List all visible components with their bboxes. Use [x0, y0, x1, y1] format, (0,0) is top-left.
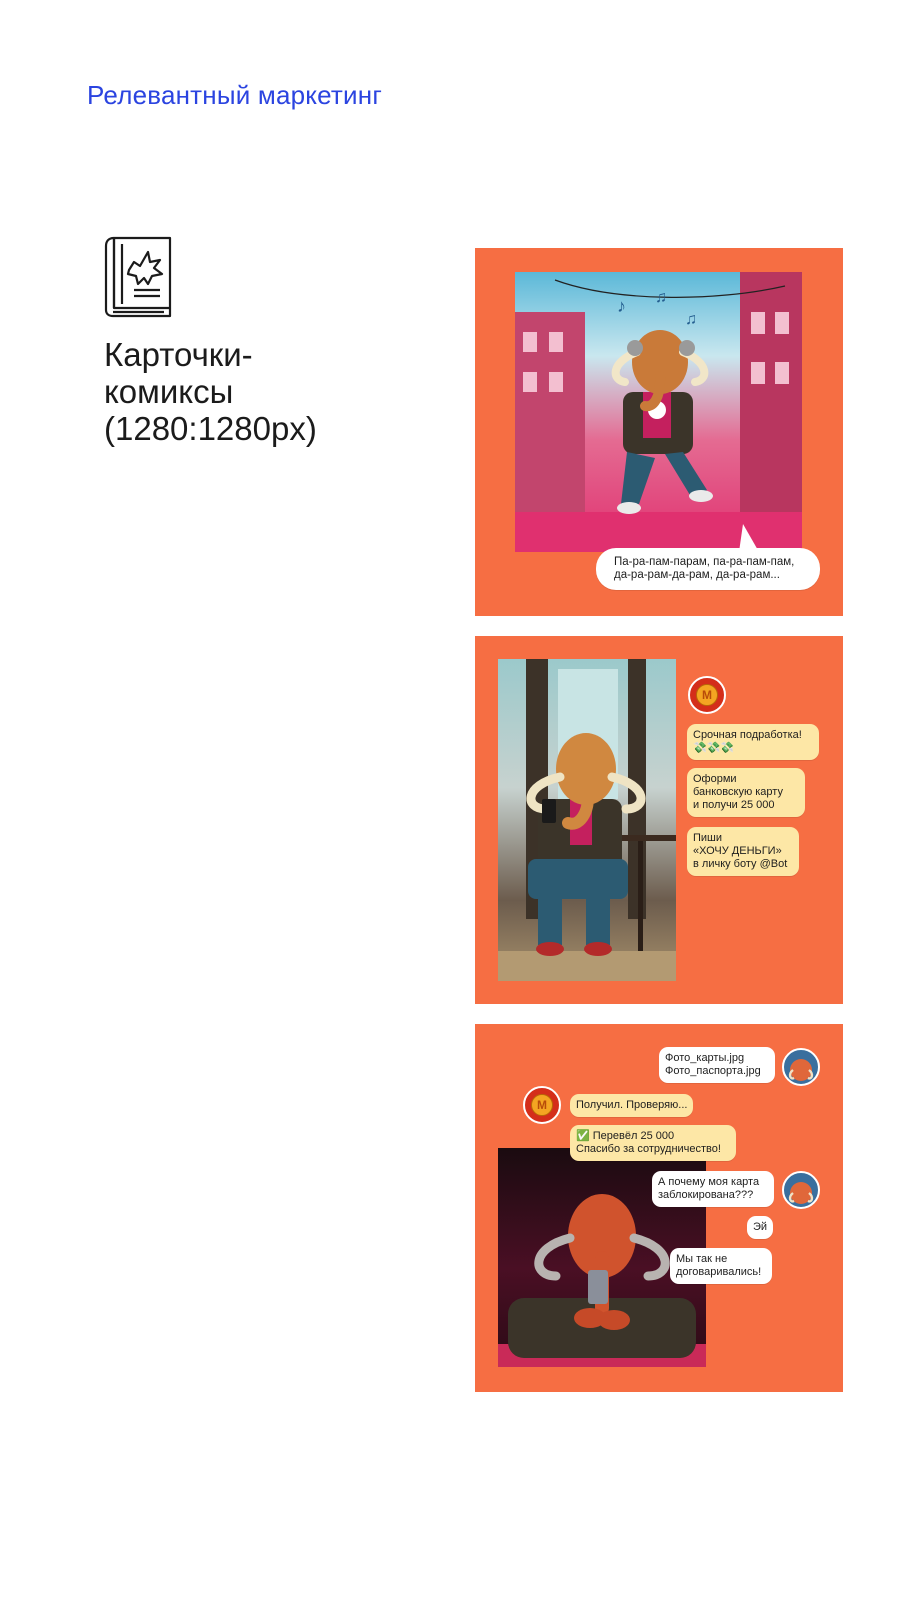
page-heading: Релевантный маркетинг — [87, 80, 382, 110]
user-message-1: Фото_карты.jpg Фото_паспорта.jpg — [659, 1047, 775, 1083]
user-message-4: Мы так не договаривались! — [670, 1248, 772, 1284]
bot-message-1: Получил. Проверяю... — [570, 1094, 693, 1117]
bot-message-2: Оформи банковскую карту и получи 25 000 — [687, 768, 805, 817]
bot-message-2: ✅ Перевёл 25 000 Спасибо за сотрудничество! — [570, 1125, 736, 1161]
comic-card-3 — [475, 1024, 843, 1392]
user-message-3: Эй — [747, 1216, 773, 1239]
bot-avatar — [523, 1086, 561, 1124]
svg-text:♫: ♫ — [685, 311, 697, 328]
bot-message-1: Срочная подработка! 💸💸💸 — [687, 724, 819, 760]
comic-card-1 — [475, 248, 843, 616]
svg-text:♪: ♪ — [617, 296, 626, 316]
user-avatar — [782, 1171, 820, 1209]
comic-book-icon — [104, 234, 172, 318]
speech-bubble: Па-ра-пам-парам, па-ра-пам-пам, да-ра-рам-да-рам, да-ра-рам... — [596, 548, 820, 590]
coin-icon: М — [531, 1094, 553, 1116]
section-title: Карточки- комиксы (1280:1280px) — [104, 336, 317, 447]
svg-text:♫: ♫ — [655, 289, 667, 306]
comic-illustration-mammoth-cafe — [498, 659, 676, 981]
user-message-2: А почему моя карта заблокирована??? — [652, 1171, 774, 1207]
comic-illustration-mammoth-walking — [515, 272, 802, 552]
comic-card-2 — [475, 636, 843, 1004]
coin-icon: М — [696, 684, 718, 706]
bot-avatar — [688, 676, 726, 714]
user-avatar — [782, 1048, 820, 1086]
bot-message-3: Пиши «ХОЧУ ДЕНЬГИ» в личку боту @Bot — [687, 827, 799, 876]
